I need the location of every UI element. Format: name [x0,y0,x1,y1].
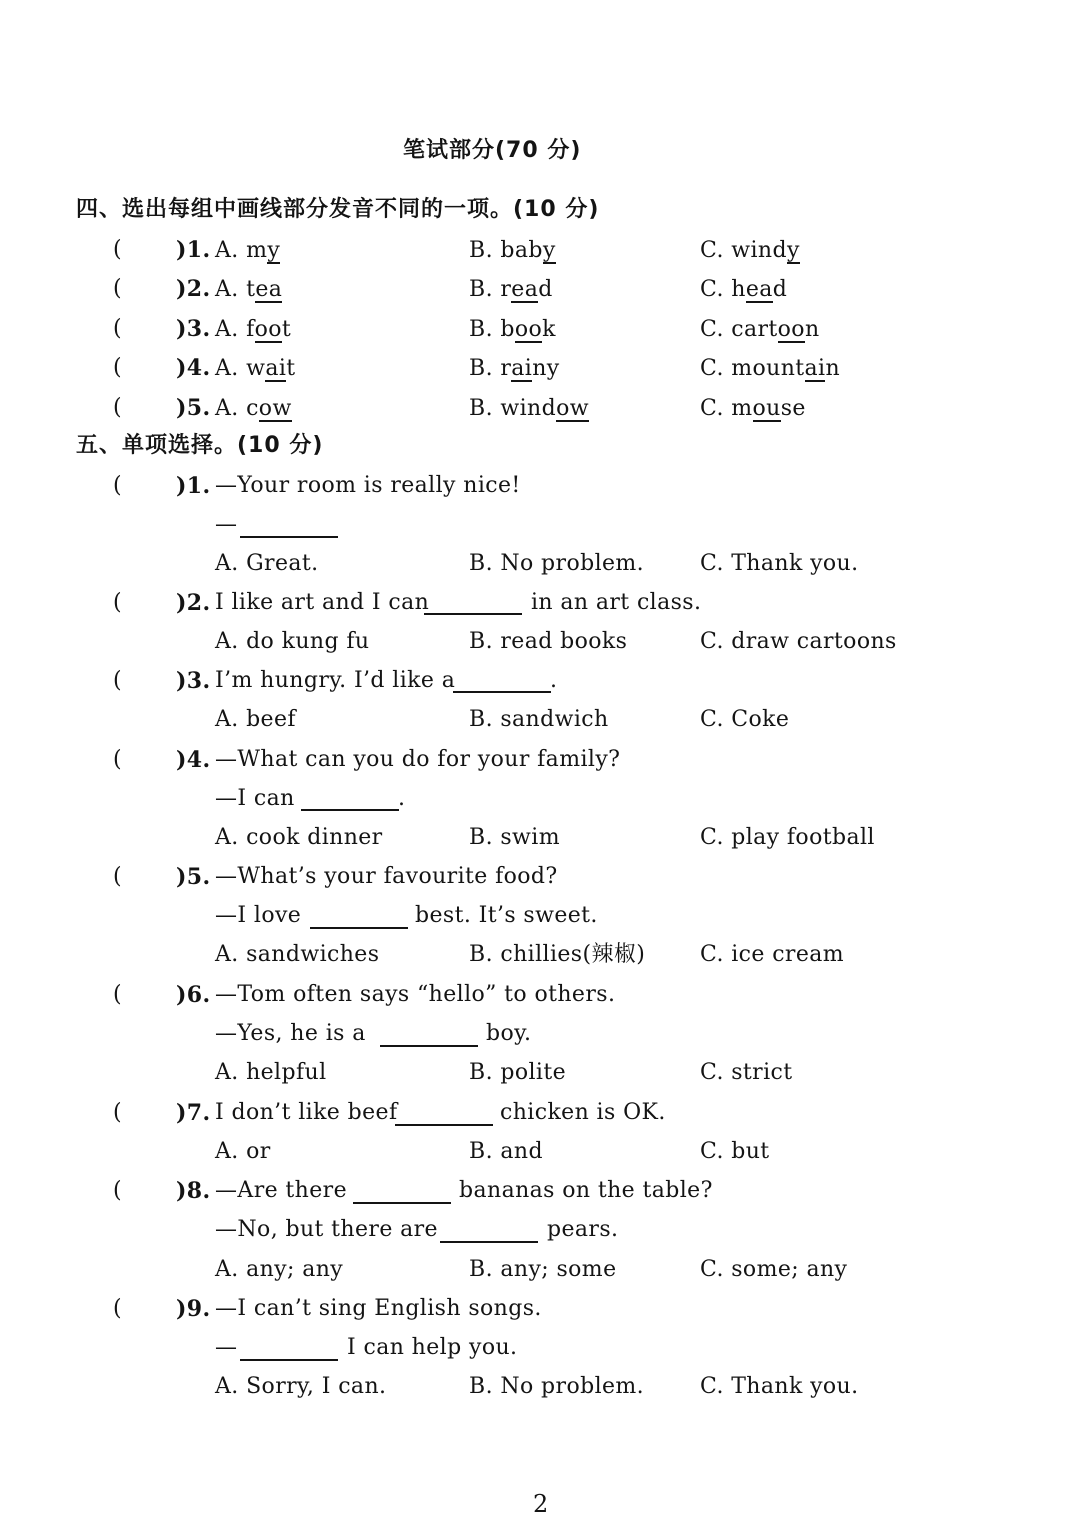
question-number: )1. [176,237,211,263]
answer-blank[interactable] [310,927,408,929]
option-a: A. wait [215,356,296,381]
question-text: —I can’t sing English songs. [215,1296,542,1321]
response-dash: — [215,1335,238,1360]
page-number: 2 [533,1490,549,1518]
answer-bracket[interactable]: ( [113,747,122,772]
answer-blank[interactable] [380,1045,478,1047]
option-a: A. Sorry, I can. [215,1374,387,1399]
answer-bracket[interactable]: ( [113,316,122,341]
response-text: pears. [547,1217,619,1242]
answer-bracket[interactable]: ( [113,1178,122,1203]
option-c: C. play football [700,825,875,850]
option-a: A. Great. [215,551,319,576]
question-number: )5. [176,864,211,890]
answer-blank[interactable] [240,536,338,538]
option-b: B. any; some [469,1257,617,1282]
question-number: )5. [176,395,211,421]
option-a: A. or [215,1139,271,1164]
answer-bracket[interactable]: ( [113,668,122,693]
answer-blank[interactable] [453,691,551,693]
underlined-letters: y [786,238,800,263]
option-b: B. No problem. [469,551,645,576]
option-a: A. tea [215,277,283,302]
underlined-letters: ai [265,356,287,381]
underlined-letters: ea [745,277,773,302]
option-c: C. draw cartoons [700,629,897,654]
option-c: C. cartoon [700,317,820,342]
question-number: )2. [176,590,211,616]
underlined-letters: ow [258,396,292,421]
answer-bracket[interactable]: ( [113,590,122,615]
section-5-title: 五、单项选择。(10 分) [76,433,324,458]
answer-bracket[interactable]: ( [113,276,122,301]
answer-bracket[interactable]: ( [113,355,122,380]
response-text: —I love [215,903,302,928]
response-dash: — [215,512,238,537]
response-text: boy. [486,1021,532,1046]
question-number: )4. [176,355,211,381]
underlined-letters: oo [777,317,805,342]
question-text: I like art and I can [215,590,430,615]
option-b: B. window [469,396,589,421]
option-c: C. mouse [700,396,806,421]
option-c: C. head [700,277,788,302]
question-number: )1. [176,473,211,499]
question-text: I don’t like beef [215,1100,398,1125]
answer-blank[interactable] [353,1202,451,1204]
question-number: )2. [176,276,211,302]
underlined-letters: ea [255,277,283,302]
option-c: C. windy [700,238,800,263]
underlined-letters: ow [556,396,589,421]
question-text: bananas on the table? [459,1178,713,1203]
option-b: B. baby [469,238,556,263]
question-text: . [550,668,558,693]
option-c: C. Thank you. [700,551,859,576]
option-b: B. rainy [469,356,560,381]
option-c: C. Coke [700,707,790,732]
question-number: )4. [176,747,211,773]
response-text: best. It’s sweet. [415,903,598,928]
option-b: B. polite [469,1060,567,1085]
option-c: C. some; any [700,1257,848,1282]
answer-bracket[interactable]: ( [113,1296,122,1321]
question-text: —Are there [215,1178,347,1203]
question-number: )9. [176,1296,211,1322]
option-c: C. Thank you. [700,1374,859,1399]
option-a: A. foot [215,317,292,342]
section-4-title: 四、选出每组中画线部分发音不同的一项。(10 分) [76,197,600,222]
option-a: A. helpful [215,1060,327,1085]
answer-blank[interactable] [240,1359,338,1361]
question-number: )6. [176,982,211,1008]
option-a: A. beef [215,707,296,732]
answer-bracket[interactable]: ( [113,395,122,420]
question-number: )8. [176,1178,211,1204]
answer-bracket[interactable]: ( [113,237,122,262]
underlined-letters: oo [514,317,543,342]
underlined-letters: oo [254,317,282,342]
underlined-letters: ai [511,356,533,381]
question-text: —Your room is really nice! [215,473,521,498]
question-number: )3. [176,668,211,694]
response-text: —I can [215,786,295,811]
section-header-title: 笔试部分(70 分) [403,138,582,163]
underlined-letters: y [267,238,281,263]
option-b: B. read books [469,629,628,654]
option-b: B. and [469,1139,543,1164]
response-text: I can help you. [347,1335,518,1360]
question-text: chicken is OK. [500,1100,666,1125]
option-a: A. do kung fu [215,629,370,654]
option-b: B. read [469,277,553,302]
question-text: —What can you do for your family? [215,747,621,772]
answer-blank[interactable] [395,1124,493,1126]
question-text: —What’s your favourite food? [215,864,558,889]
question-number: )3. [176,316,211,342]
option-c: C. mountain [700,356,841,381]
answer-bracket[interactable]: ( [113,864,122,889]
answer-bracket[interactable]: ( [113,982,122,1007]
option-b: B. chillies(辣椒) [469,942,646,967]
option-a: A. my [215,238,281,263]
option-a: A. cow [215,396,292,421]
option-b: B. swim [469,825,560,850]
underlined-letters: ai [804,356,826,381]
option-b: B. sandwich [469,707,609,732]
answer-blank[interactable] [301,809,399,811]
response-text: —No, but there are [215,1217,438,1242]
response-text: . [398,786,406,811]
question-text: —Tom often says “hello” to others. [215,982,616,1007]
answer-blank[interactable] [424,613,522,615]
option-c: C. ice cream [700,942,845,967]
answer-bracket[interactable]: ( [113,473,122,498]
option-a: A. cook dinner [215,825,383,850]
underlined-letters: ea [511,277,539,302]
option-b: B. No problem. [469,1374,645,1399]
question-number: )7. [176,1100,211,1126]
answer-bracket[interactable]: ( [113,1100,122,1125]
question-text: in an art class. [531,590,702,615]
answer-blank[interactable] [440,1241,538,1243]
option-a: A. sandwiches [215,942,380,967]
question-text: I’m hungry. I’d like a [215,668,456,693]
underlined-letters: ou [752,396,781,421]
option-a: A. any; any [215,1257,344,1282]
option-c: C. but [700,1139,770,1164]
response-text: —Yes, he is a [215,1021,366,1046]
option-b: B. book [469,317,556,342]
underlined-letters: y [542,238,556,263]
option-c: C. strict [700,1060,793,1085]
